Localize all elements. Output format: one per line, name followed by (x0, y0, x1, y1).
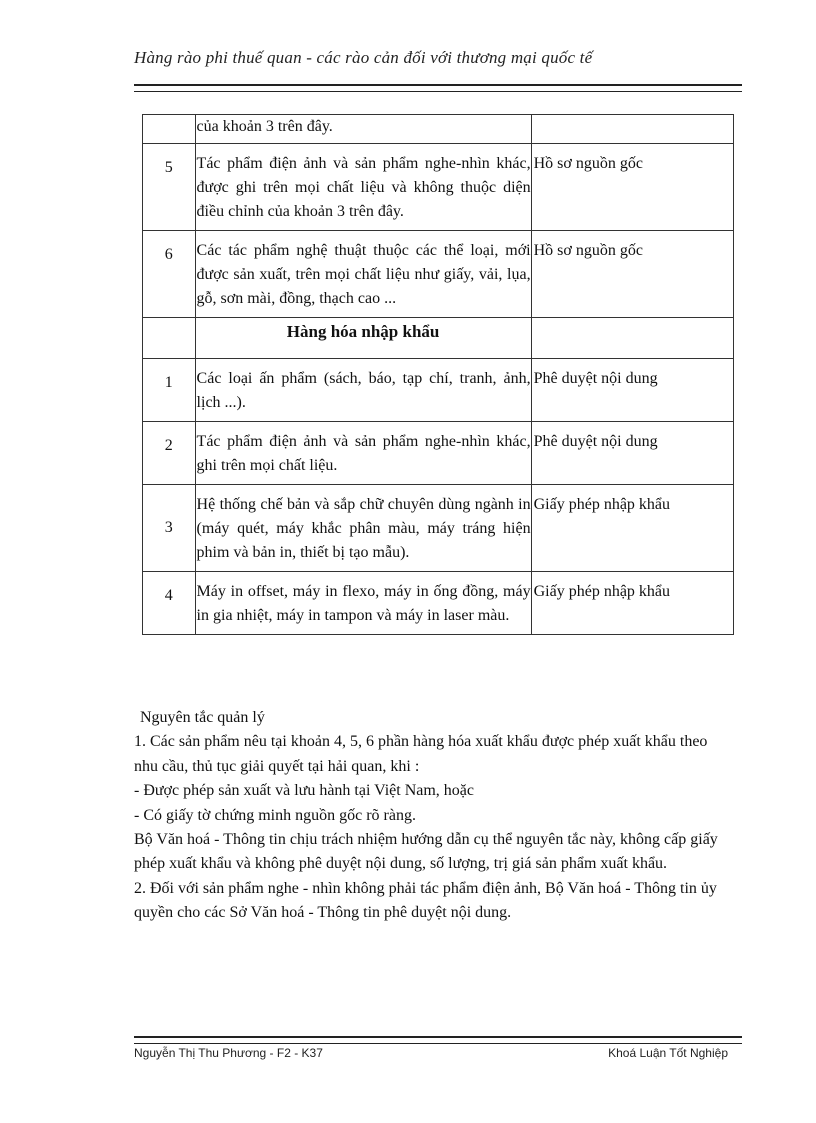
row-description: Máy in offset, máy in flexo, máy in ống đồng, máy in gia nhiệt, máy in tampon và máy in laser màu. (195, 572, 531, 635)
row-number: 6 (143, 231, 196, 318)
row-number: 3 (143, 485, 196, 572)
table-row (143, 422, 734, 485)
row-description: Hệ thống chế bản và sắp chữ chuyên dùng ngành in (máy quét, máy khắc phân màu, máy tráng hiện phim và bản in, thiết bị tạo mẫu). (195, 485, 531, 572)
section-heading: Hàng hóa nhập khẩu (195, 318, 531, 359)
row-requirement (531, 115, 733, 144)
row-number (143, 115, 196, 144)
table-row (143, 572, 734, 635)
row-requirement: Hồ sơ nguồn gốc (531, 144, 733, 231)
notes-heading: Nguyên tắc quản lý (140, 709, 265, 726)
row-description: Các loại ấn phẩm (sách, báo, tạp chí, tranh, ảnh, lịch ...). (195, 359, 531, 422)
row-number: 4 (143, 572, 196, 635)
row-description: Tác phẩm điện ảnh và sản phẩm nghe-nhìn khác, ghi trên mọi chất liệu. (195, 422, 531, 485)
notes-paragraph: 2. Đối với sản phẩm nghe - nhìn không phải tác phẩm điện ảnh, Bộ Văn hoá - Thông tin ủy quyền cho các Sở Văn hoá - Thông tin phê duyệt nội dung. (134, 879, 717, 922)
notes-paragraph: - Được phép sản xuất và lưu hành tại Việt Nam, hoặc (134, 782, 475, 800)
footer-document-type: Khoá Luận Tốt Nghiệp (608, 1046, 728, 1060)
table-row (143, 231, 734, 318)
table-row (143, 115, 734, 144)
regulation-table (142, 114, 734, 635)
notes-paragraph: Bộ Văn hoá - Thông tin chịu trách nhiệm hướng dẫn cụ thể nguyên tắc này, không cấp giấy phép xuất khẩu và không phê duyệt nội dung, số lượng, trị giá sản phẩm xuất khẩu. (134, 831, 718, 873)
row-requirement: Hồ sơ nguồn gốc (531, 231, 733, 318)
row-number: 5 (143, 144, 196, 231)
row-description: Tác phẩm điện ảnh và sản phẩm nghe-nhìn khác, được ghi trên mọi chất liệu và không thuộc diện điều chỉnh của khoản 3 trên đây. (195, 144, 531, 231)
section-number-cell (143, 318, 196, 359)
table-row (143, 144, 734, 231)
notes-paragraph: - Có giấy tờ chứng minh nguồn gốc rõ ràng. (134, 806, 416, 824)
running-header-title: Hàng rào phi thuế quan - các rào cản đối với thương mại quốc tế (134, 48, 593, 67)
row-requirement: Giấy phép nhập khẩu (531, 485, 733, 572)
page-footer (134, 1046, 728, 1060)
section-requirement-cell (531, 318, 733, 359)
row-description: Các tác phẩm nghệ thuật thuộc các thể loại, mới được sản xuất, trên mọi chất liệu như giấy, vải, lụa, gỗ, sơn mài, đồng, thạch cao ... (195, 231, 531, 318)
row-number: 2 (143, 422, 196, 485)
row-requirement: Phê duyệt nội dung (531, 359, 733, 422)
table-row (143, 359, 734, 422)
row-requirement: Giấy phép nhập khẩu (531, 572, 733, 635)
notes-paragraph: 1. Các sản phẩm nêu tại khoản 4, 5, 6 phần hàng hóa xuất khẩu được phép xuất khẩu theo nhu cầu, thủ tục giải quyết tại hải quan, khi : (134, 733, 708, 775)
table-row (143, 485, 734, 572)
footer-rule (134, 1036, 742, 1044)
row-requirement: Phê duyệt nội dung (531, 422, 733, 485)
table-section-row (143, 318, 734, 359)
header-rule (134, 84, 742, 92)
footer-author: Nguyễn Thị Thu Phương - F2 - K37 (134, 1046, 323, 1060)
row-description: của khoản 3 trên đây. (195, 115, 531, 144)
management-principles (134, 706, 734, 926)
row-number: 1 (143, 359, 196, 422)
